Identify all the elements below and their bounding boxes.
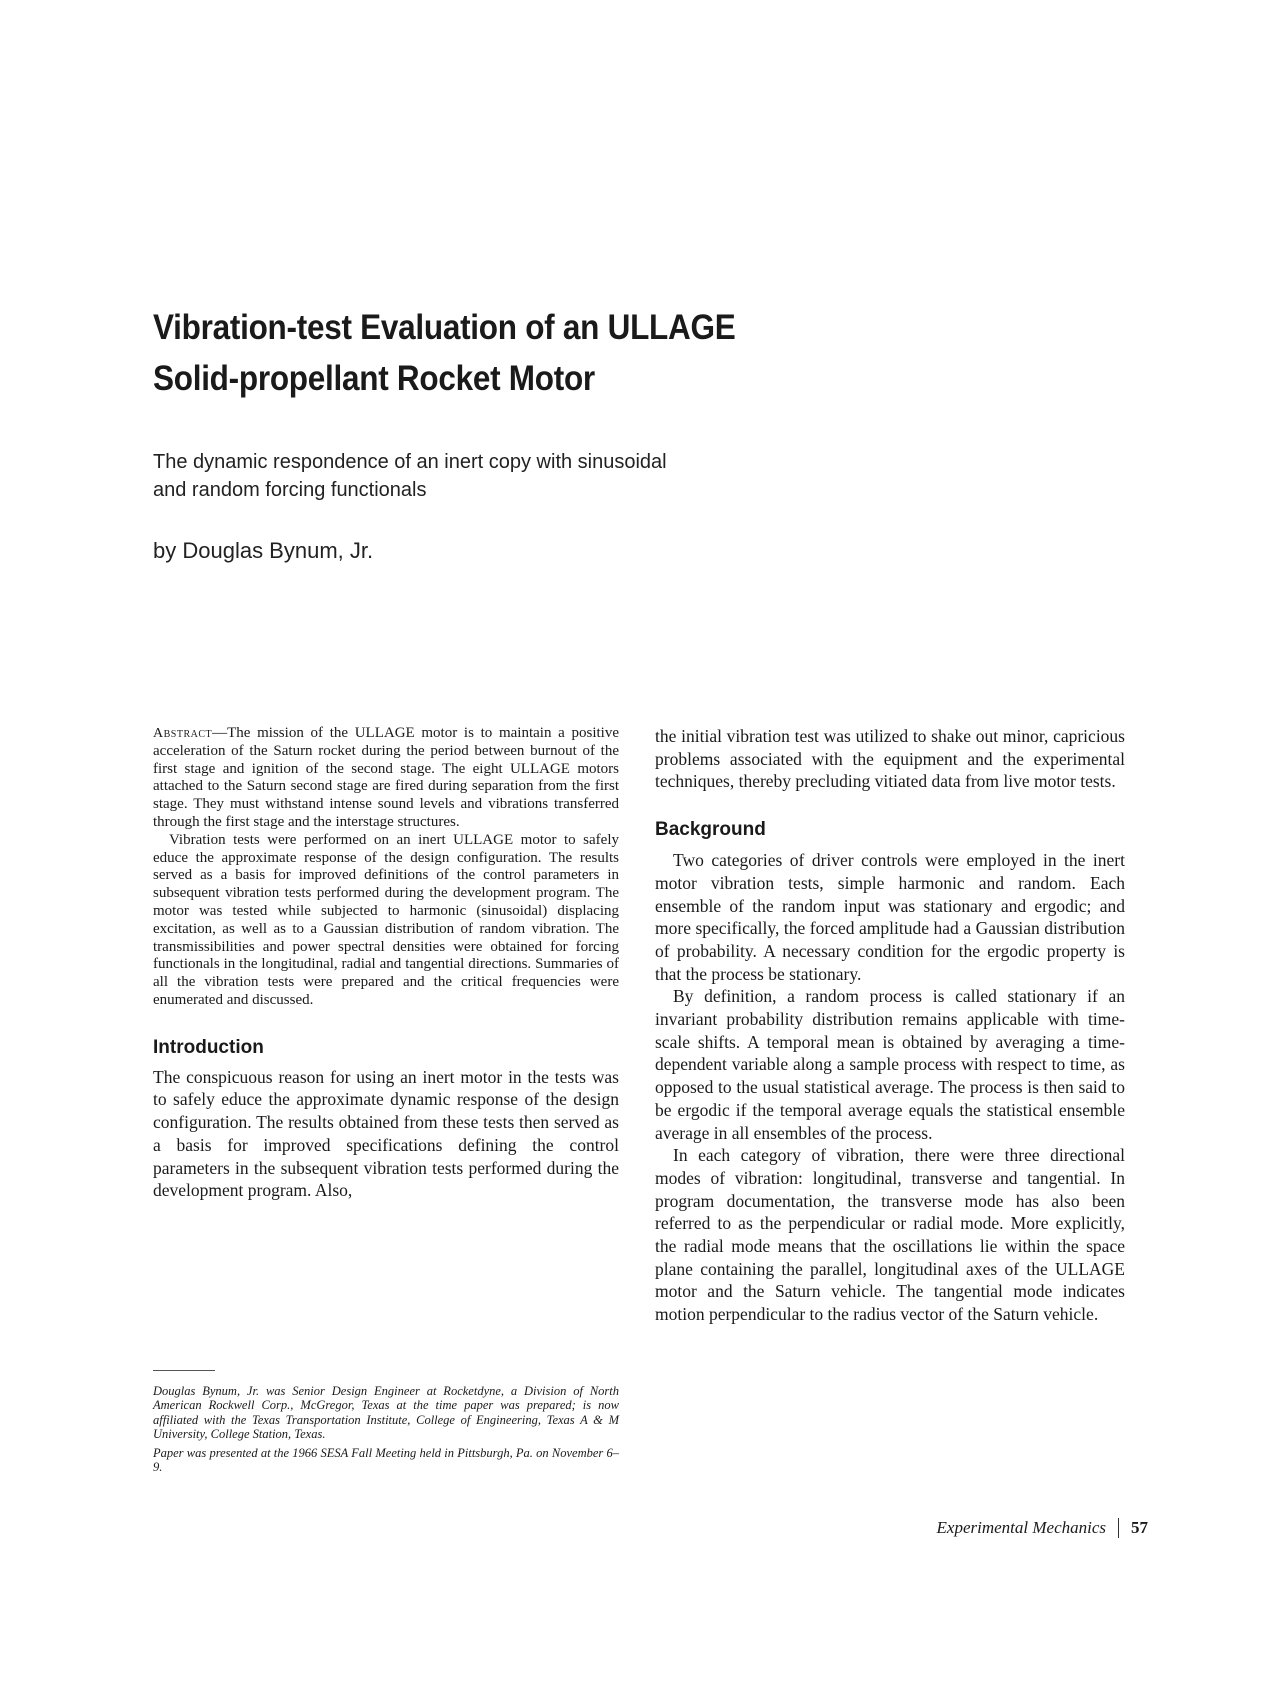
continued-paragraph: the initial vibration test was utilized to shake out minor, capricious problems associated with the equipment and the experimental techniques, thereby precluding vitiated data from live motor tests. — [655, 726, 1125, 792]
subtitle-line-1: The dynamic respondence of an inert copy with sinusoidal — [153, 451, 667, 473]
abstract-text-1: The mission of the ULLAGE motor is to maintain a positive acceleration of the Saturn rocket during the period between burnout of the first stage and ignition of the second stage. The eight ULLAGE motors attached to the Saturn second stage are fired during separation from the first stage. They must withstand intense sound levels and vibrations transferred through the first stage and the interstage structures. — [153, 725, 619, 830]
right-column — [655, 725, 1125, 1326]
journal-name: Experimental Mechanics — [936, 1518, 1106, 1537]
introduction-paragraph-1: The conspicuous reason for using an inert motor in the tests was to safely educe the approximate dynamic response of the design configuration. The results obtained from these tests then served as a basis for improved specifications defining the control parameters in the subsequent vibration tests performed during the development program. Also, — [153, 1066, 619, 1201]
author-byline: by Douglas Bynum, Jr. — [153, 538, 374, 563]
background-paragraph-3: In each category of vibration, there were three directional modes of vibration: longitudinal, transverse and tangential. In program documentation, the transverse mode has also been referred to as the perpendicular or radial mode. More explicitly, the radial mode means that the oscillations lie within the space plane containing the parallel, longitudinal axes of the ULLAGE motor and the Saturn vehicle. The tangential mode indicates motion perpendicular to the radius vector of the Saturn vehicle. — [655, 1145, 1125, 1325]
introduction-body — [153, 1066, 619, 1202]
title-line-1: Vibration-test Evaluation of an ULLAGE — [153, 308, 736, 347]
abstract-label: Abstract — [153, 726, 213, 741]
author-affiliation-note: Douglas Bynum, Jr. was Senior Design Engineer at Rocketdyne, a Division of North American Rockwell Corp., McGregor, Texas at the time paper was prepared; is now affiliated with the Texas Transportation Institute, College of Engineering, Texas A & M University, College Station, Texas. — [153, 1384, 619, 1441]
footer-separator — [1118, 1518, 1119, 1538]
background-paragraph-2: By definition, a random process is called stationary if an invariant probability distribution remains applicable with time-scale shifts. A temporal mean is obtained by averaging a time-dependent variable along a sample process with respect to time, as opposed to the usual statistical average. The process is then said to be ergodic if the temporal average equals the statistical ensemble average in all ensembles of the process. — [655, 986, 1125, 1143]
article-title — [153, 302, 801, 404]
page-number: 57 — [1131, 1518, 1148, 1537]
page-footer — [937, 1517, 1148, 1539]
article-subtitle — [153, 448, 773, 504]
abstract-paragraph-2: Vibration tests were performed on an inert ULLAGE motor to safely educe the approximate response of the design configuration. The results served as a basis for improved definitions of the control parameters in subsequent vibration tests performed during the development program. The motor was tested while subjected to harmonic (sinusoidal) displacing excitation, as well as to a Gaussian distribution of random vibration. The transmissibilities and power spectral densities were obtained for forcing functionals in the longitudinal, radial and tangential directions. Summaries of all the vibration tests were prepared and the critical frequencies were enumerated and discussed. — [153, 831, 619, 1008]
background-paragraph-1: Two categories of driver controls were employed in the inert motor vibration tests, simple harmonic and random. Each ensemble of the random input was stationary and ergodic; and more specifically, the forced amplitude had a Gaussian distribution of probability. A necessary condition for the ergodic property is that the process be stationary. — [655, 850, 1125, 984]
introduction-heading: Introduction — [153, 1036, 264, 1058]
abstract — [153, 725, 619, 1010]
left-column — [153, 725, 619, 1202]
footnotes — [153, 1384, 619, 1480]
subtitle-line-2: and random forcing functionals — [153, 479, 427, 501]
presentation-note: Paper was presented at the 1966 SESA Fall Meeting held in Pittsburgh, Pa. on November 6–9. — [153, 1446, 619, 1475]
title-line-2: Solid-propellant Rocket Motor — [153, 359, 595, 398]
abstract-paragraph-1 — [153, 725, 619, 832]
abstract-dash: — — [212, 725, 228, 741]
footnote-divider — [153, 1370, 215, 1371]
background-heading: Background — [655, 819, 766, 841]
